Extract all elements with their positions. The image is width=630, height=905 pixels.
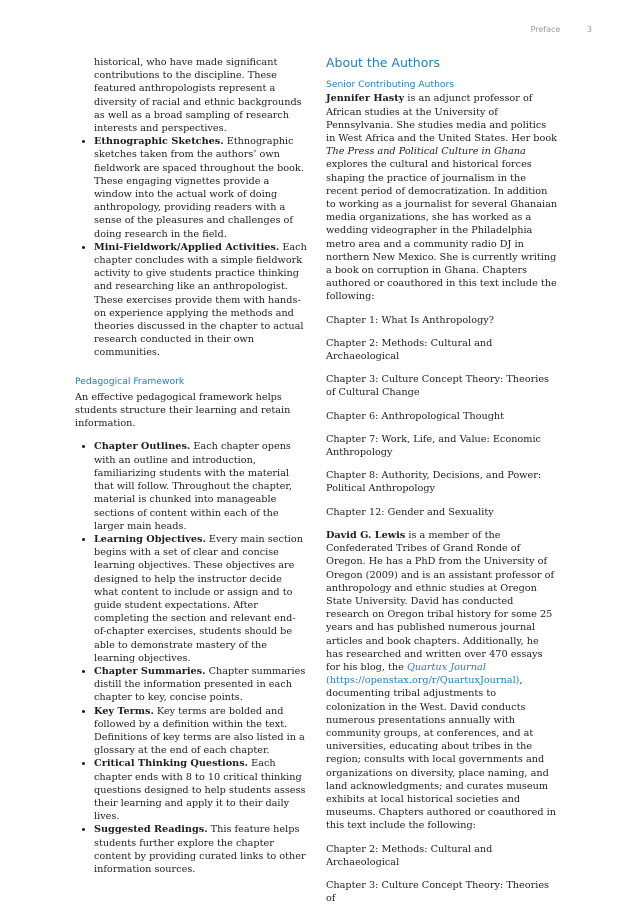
- lewis-bio: [326, 529, 558, 833]
- bio-text: is an adjunct professor of African studies at the University of Pennsylvania. She studies media and politics in West Africa and the United States. Her book: [326, 93, 558, 145]
- pedagogical-term: Critical Thinking Questions.: [94, 758, 249, 770]
- hasty-chapter-6: Chapter 6: Anthropological Thought: [326, 410, 505, 422]
- pedagogical-term: Key Terms.: [94, 705, 154, 717]
- pedagogical-text: Key terms are bolded and followed by a definition within the text. Definitions of key terms are also listed in a glossary at the end of each chapter.: [94, 705, 305, 757]
- page-number: 3: [586, 25, 592, 34]
- feature-item-ethnographic-sketches: [94, 135, 307, 241]
- feature-list-continuation: [75, 56, 307, 135]
- pedagogical-term: Chapter Outlines.: [94, 441, 191, 453]
- pedagogical-item-key-terms: [94, 705, 307, 758]
- running-header-title: Preface: [530, 25, 561, 34]
- pedagogical-framework-heading: Pedagogical Framework: [75, 375, 185, 387]
- feature-item-mini-fieldwork: [94, 241, 307, 360]
- lewis-chapter-3: Chapter 3: Culture Concept Theory: Theories of: [326, 879, 550, 905]
- pedagogical-text: Chapter summaries distill the information presented in each chapter to key, concise points.: [94, 665, 306, 704]
- lewis-chapter-2: Chapter 2: Methods: Cultural and Archaeological: [326, 843, 493, 868]
- left-column: [75, 56, 307, 876]
- right-column: [326, 56, 558, 905]
- pedagogical-item-critical-thinking: [94, 757, 307, 823]
- hasty-chapter-12: Chapter 12: Gender and Sexuality: [326, 506, 494, 518]
- feature-term: Mini-Fieldwork/Applied Activities.: [94, 241, 280, 253]
- pedagogical-intro: An effective pedagogical framework helps students structure their learning and retain information.: [75, 391, 291, 430]
- pedagogical-term: Chapter Summaries.: [94, 665, 206, 677]
- hasty-chapter-7: Chapter 7: Work, Life, and Value: Economic Anthropology: [326, 433, 541, 459]
- blog-title: Quartux Journal: [406, 661, 486, 673]
- pedagogical-term: Suggested Readings.: [94, 824, 208, 836]
- feature-list: [75, 135, 307, 359]
- feature-text: Each chapter concludes with a simple fieldwork activity to give students practice thinking and researching like an anthropologist. These exercises provide them with hands-on experience applying the methods and theories discussed in the chapter to actual research conducted in their own communities.: [94, 241, 307, 359]
- author-name: Jennifer Hasty: [326, 93, 405, 105]
- pedagogical-item-chapter-outlines: [94, 440, 307, 532]
- feature-term: Ethnographic Sketches.: [94, 136, 224, 148]
- hasty-chapter-3: Chapter 3: Culture Concept Theory: Theories of Cultural Change: [326, 374, 550, 399]
- pedagogical-text: Each chapter opens with an outline and introduction, familiarizing students with the material that will follow. Throughout the chapter, material is chunked into manageable sections of content within each of the larger main heads.: [94, 441, 293, 532]
- bio-text: explores the cultural and historical forces shaping the practice of journalism in the recent period of democratization. In addition to working as a journalist for several Ghanaian media organizations, she has worked as a wedding videographer in the Philadelphia metro area and a community radio DJ in northern New Mexico. She is currently writing a book on corruption in Ghana. Chapters authored or coauthored in this text include the following:: [326, 159, 558, 303]
- author-name: David G. Lewis: [326, 529, 406, 541]
- hasty-chapter-2: Chapter 2: Methods: Cultural and Archaeological: [326, 337, 493, 363]
- pedagogical-text: Every main section begins with a set of clear and concise learning objectives. These objectives are designed to help the instructor decide what content to include or assign and to guide student expectations. After completing the section and relevant end-of-chapter exercises, students should be able to demonstrate mastery of the learning objectives.: [94, 533, 303, 664]
- pedagogical-item-chapter-summaries: [94, 665, 307, 705]
- pedagogical-item-learning-objectives: [94, 533, 307, 665]
- book-title: The Press and Political Culture in Ghana: [326, 146, 526, 158]
- pedagogical-text: This feature helps students further explore the chapter content by providing curated links to other information sources.: [94, 824, 306, 875]
- about-authors-heading: About the Authors: [326, 55, 441, 70]
- hasty-chapter-1: Chapter 1: What Is Anthropology?: [326, 314, 494, 326]
- senior-authors-heading: Senior Contributing Authors: [326, 79, 455, 91]
- pedagogical-list: [75, 440, 307, 876]
- blog-url: (https://openstax.org/r/QuartuxJournal): [326, 675, 520, 687]
- feature-text: Ethnographic sketches taken from the authors’ own fieldwork are spaced throughout the book. These engaging vignettes provide a window into the actual work of doing anthropology, providing readers with a sense of the pleasures and challenges of doing research in the field.: [94, 136, 304, 240]
- hasty-chapter-8: Chapter 8: Authority, Decisions, and Power: Political Anthropology: [326, 470, 542, 495]
- bio-text: , documenting tribal adjustments to colonization in the West. David conducts numerous presentations annually with community groups, at conferences, and at universities, educating about tribes in the region; consults with local governments and organizations on diversity, place naming, and land acknowledgments; and curates museum exhibits at local historical societies and museums. Chapters authored or coauthored in this text include the following:: [326, 675, 557, 832]
- pedagogical-term: Learning Objectives.: [94, 533, 206, 545]
- running-header: [531, 25, 592, 34]
- feature-continuation-text: historical, who have made significant contributions to the discipline. These featured anthropologists represent a diversity of racial and ethnic backgrounds as well as a broad sampling of research interests and perspectives.: [94, 57, 302, 135]
- pedagogical-item-suggested-readings: [94, 823, 307, 876]
- hasty-bio: [326, 92, 558, 303]
- bio-text: is a member of the Confederated Tribes of Grand Ronde of Oregon. He has a PhD from the University of Oregon (2009) and is an assistant professor of anthropology and ethnic studies at Oregon State University. David has conducted research on Oregon tribal history for some 25 years and has published numerous journal articles and book chapters. Additionally, he has researched and written over 470 essays for his blog, the: [326, 529, 555, 673]
- pedagogical-text: Each chapter ends with 8 to 10 critical thinking questions designed to help students assess their learning and apply it to their daily lives.: [94, 758, 306, 823]
